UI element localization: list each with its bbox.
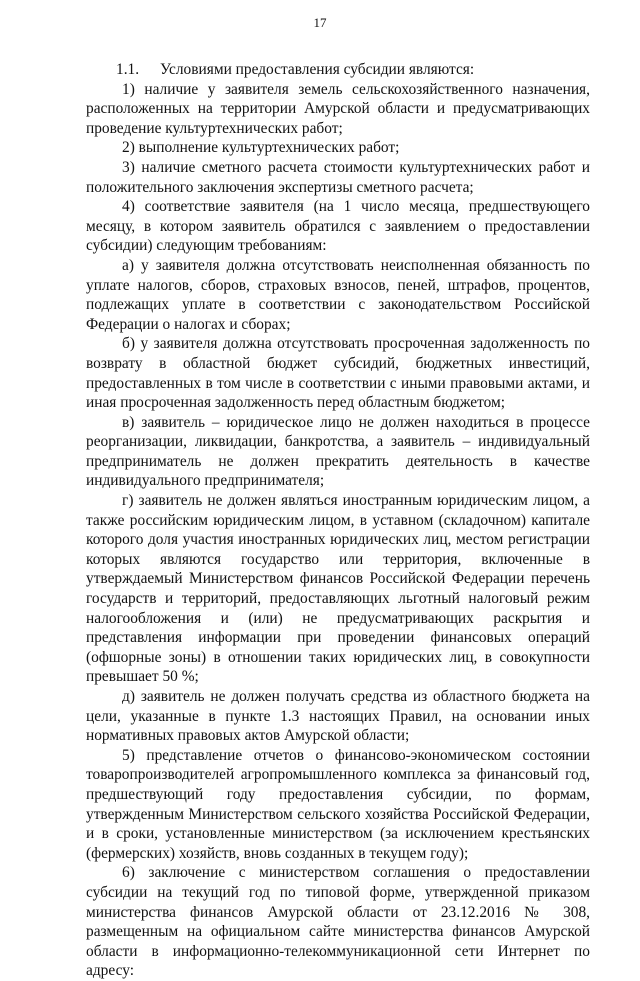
- paragraph-requirement-d: д) заявитель не должен получать средства из областного бюджета на цели, указанные в пункте 1.3 настоящих Правил, на основании иных нормативных правовых актов Амурской области;: [86, 688, 590, 745]
- section-heading-text: Условиями предоставления субсидии являются:: [160, 61, 475, 78]
- page-number: 17: [313, 15, 327, 30]
- section-number: 1.1.: [116, 61, 140, 78]
- paragraph-condition-3: 3) наличие сметного расчета стоимости культуртехнических работ и положительного заключения экспертизы сметного расчета;: [86, 158, 590, 196]
- paragraph-requirement-v: в) заявитель – юридическое лицо не должен находиться в процессе реорганизации, ликвидации, банкротства, а заявитель – индивидуальный предприниматель не должен прекратить деятельность в качестве индивидуального предпринимателя;: [86, 413, 590, 490]
- paragraph-condition-2: 2) выполнение культуртехнических работ;: [122, 139, 400, 157]
- section-heading: [86, 60, 590, 80]
- paragraph-requirement-b: б) у заявителя должна отсутствовать просроченная задолженность по возврату в областной бюджет субсидий, бюджетных инвестиций, предоставленных в том числе в соответствии с иными правовыми актами, и иная просроченная задолженность перед областным бюджетом;: [86, 335, 590, 412]
- paragraph-requirement-a: а) у заявителя должна отсутствовать неисполненная обязанность по уплате налогов, сборов, страховых взносов, пеней, штрафов, процентов, подлежащих уплате в соответствии с законодательством Российской Федерации о налогах и сборах;: [86, 256, 590, 333]
- paragraph-condition-5: 5) представление отчетов о финансово-экономическом состоянии товаропроизводителей агропромышленного комплекса за финансовый год, предшествующий году предоставления субсидии, по формам, утвержденным Министерством сельского хозяйства Российской Федерации, и в сроки, установленные министерством (за исключением крестьянских (фермерских) хозяйств, вновь созданных в текущем году);: [86, 746, 590, 862]
- paragraph-condition-1: 1) наличие у заявителя земель сельскохозяйственного назначения, расположенных на территории Амурской области и предусматривающих проведение культуртехнических работ;: [86, 80, 590, 137]
- document-body: [86, 60, 590, 981]
- paragraph-condition-6: 6) заключение с министерством соглашения о предоставлении субсидии на текущий год по типовой форме, утвержденной приказом министерства финансов Амурской области от 23.12.2016 № 308, размещенным на официальном сайте министерства финансов Амурской области в информационно-телекоммуникационной сети Интернет по адресу:: [86, 864, 590, 980]
- paragraph-condition-4: 4) соответствие заявителя (на 1 число месяца, предшествующего месяцу, в котором заявитель обратился с заявлением о предоставлении субсидии) следующим требованиям:: [86, 198, 590, 255]
- paragraph-requirement-g: г) заявитель не должен являться иностранным юридическим лицом, а также российским юридическим лицом, в уставном (складочном) капитале которого доля участия иностранных юридических лиц, местом регистрации которых являются государство или территория, включенные в утверждаемый Министерством финансов Российской Федерации перечень государств и территорий, предоставляющих льготный налоговый режим налогообложения и (или) не предусматривающих раскрытия и представления информации при проведении финансовых операций (офшорные зоны) в отношении таких юридических лиц, в совокупности превышает 50 %;: [86, 492, 590, 686]
